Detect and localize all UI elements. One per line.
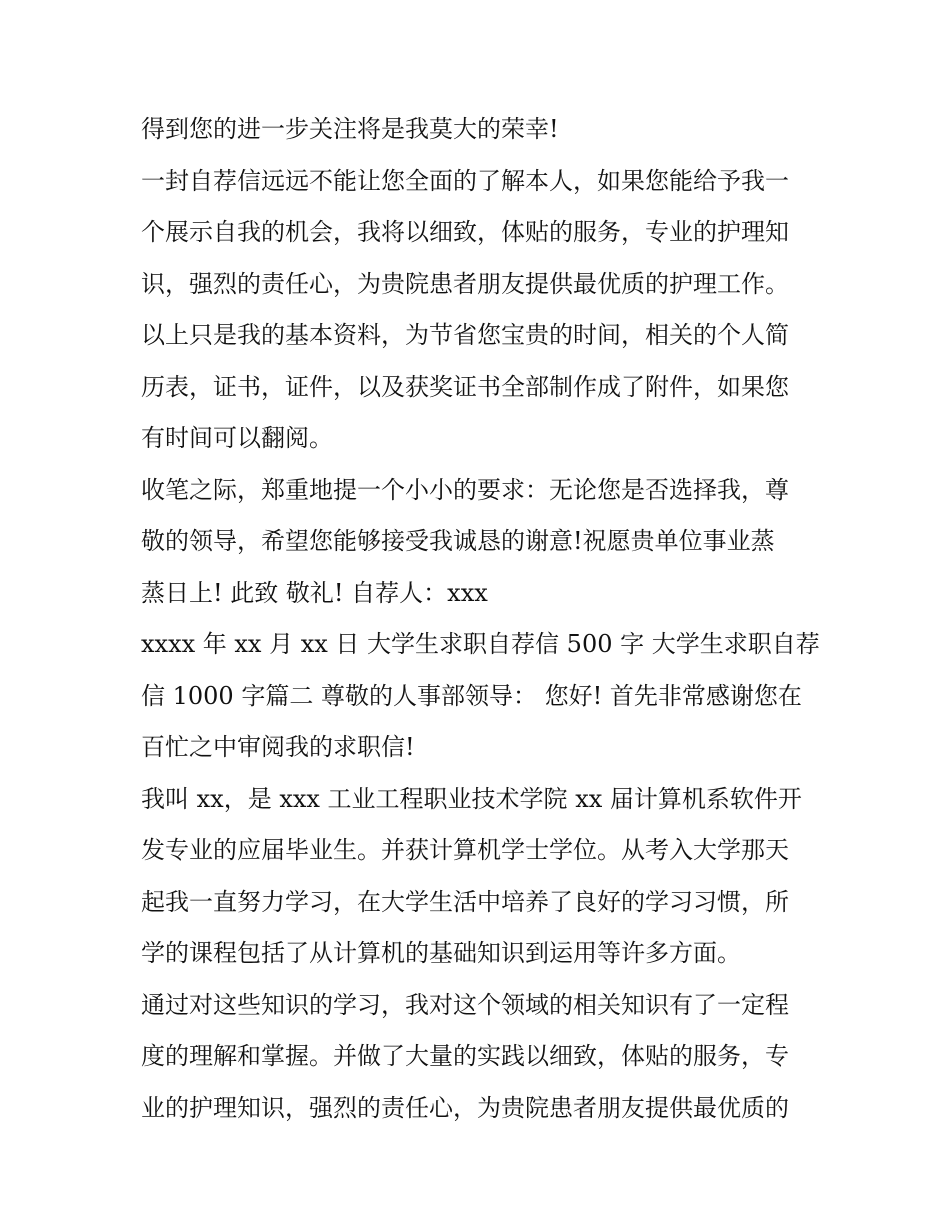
- paragraph-1: [141, 104, 821, 156]
- paragraph-4: [141, 465, 821, 620]
- text-line: 我叫 xx，是 xxx 工业工程职业技术学院 xx 届计算机系软件开: [141, 784, 802, 813]
- text-line: 业的护理知识，强烈的责任心，为贵院患者朋友提供最优质的: [141, 1093, 789, 1122]
- text-line: 信 1000 字篇二 尊敬的人事部领导： 您好! 首先非常感谢您在: [141, 681, 802, 710]
- text-line: 识，强烈的责任心，为贵院患者朋友提供最优质的护理工作。: [141, 269, 789, 298]
- paragraph-6: [141, 774, 821, 980]
- text-line: 有时间可以翻阅。: [141, 424, 333, 452]
- text-line: xxxx 年 xx 月 xx 日 大学生求职自荐信 500 字 大学生求职自荐: [141, 630, 820, 658]
- text-line: 度的理解和掌握。并做了大量的实践以细致，体贴的服务，专: [141, 1042, 789, 1070]
- text-line: 学的课程包括了从计算机的基础知识到运用等许多方面。: [141, 939, 741, 967]
- paragraph-5: [141, 619, 821, 774]
- text-line: 以上只是我的基本资料，为节省您宝贵的时间，相关的个人简: [141, 321, 789, 349]
- paragraph-2: [141, 156, 821, 311]
- text-line: 敬的领导，希望您能够接受我诚恳的谢意!祝愿贵单位事业蒸: [141, 527, 775, 555]
- paragraph-3: [141, 310, 821, 465]
- text-line: 通过对这些知识的学习，我对这个领域的相关知识有了一定程: [141, 990, 789, 1019]
- text-line: 百忙之中审阅我的求职信!: [141, 733, 415, 761]
- paragraph-7: [141, 980, 821, 1135]
- text-line: 收笔之际，郑重地提一个小小的要求：无论您是否选择我，尊: [141, 475, 789, 504]
- text-line: 蒸日上! 此致 敬礼! 自荐人：xxx: [141, 578, 488, 607]
- text-line: 个展示自我的机会，我将以细致，体贴的服务，专业的护理知: [141, 218, 789, 246]
- text-line: 得到您的进一步关注将是我莫大的荣幸!: [141, 115, 559, 143]
- text-line: 一封自荐信远远不能让您全面的了解本人，如果您能给予我一: [141, 166, 789, 195]
- document-body: [141, 104, 821, 1134]
- text-line: 历表，证书，证件，以及获奖证书全部制作成了附件，如果您: [141, 372, 789, 401]
- text-line: 发专业的应届毕业生。并获计算机学士学位。从考入大学那天: [141, 836, 789, 864]
- text-line: 起我一直努力学习，在大学生活中培养了良好的学习习惯，所: [141, 887, 789, 916]
